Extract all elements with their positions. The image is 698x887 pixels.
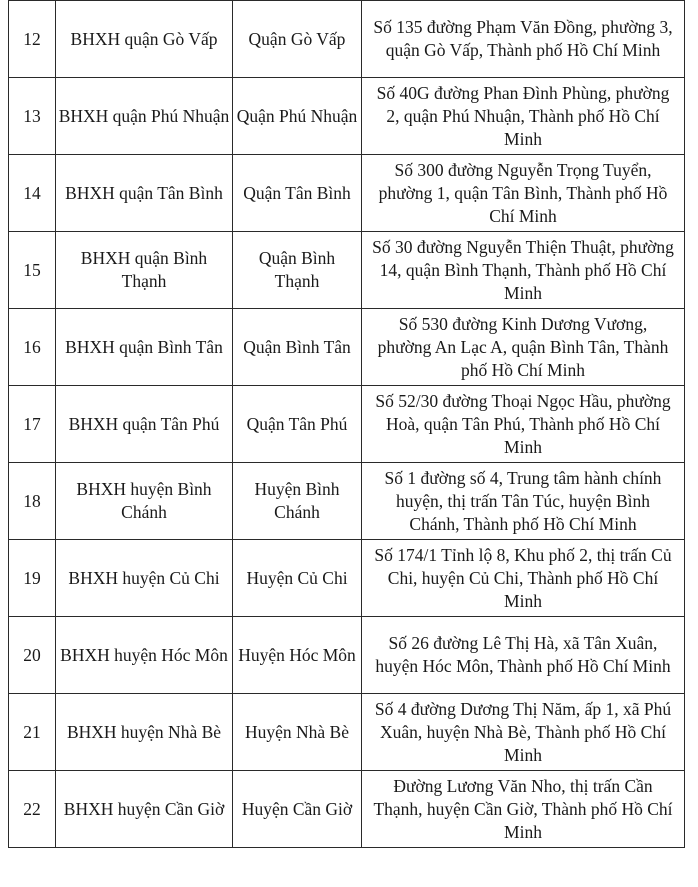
table-row xyxy=(9,540,685,617)
table-row xyxy=(9,155,685,232)
district-name: Huyện Cần Giờ xyxy=(233,771,362,848)
row-number: 15 xyxy=(9,232,56,309)
district-name: Quận Tân Bình xyxy=(233,155,362,232)
row-number: 20 xyxy=(9,617,56,694)
office-name: BHXH quận Gò Vấp xyxy=(56,1,233,78)
office-address: Số 530 đường Kinh Dương Vương, phường An Lạc A, quận Bình Tân, Thành phố Hồ Chí Minh xyxy=(362,309,685,386)
office-address: Số 40G đường Phan Đình Phùng, phường 2, quận Phú Nhuận, Thành phố Hồ Chí Minh xyxy=(362,78,685,155)
office-name: BHXH quận Bình Tân xyxy=(56,309,233,386)
district-name: Quận Tân Phú xyxy=(233,386,362,463)
office-address: Đường Lương Văn Nho, thị trấn Cần Thạnh, huyện Cần Giờ, Thành phố Hồ Chí Minh xyxy=(362,771,685,848)
row-number: 22 xyxy=(9,771,56,848)
table-row xyxy=(9,771,685,848)
district-name: Huyện Củ Chi xyxy=(233,540,362,617)
district-name: Quận Bình Tân xyxy=(233,309,362,386)
office-name: BHXH quận Phú Nhuận xyxy=(56,78,233,155)
district-name: Huyện Bình Chánh xyxy=(233,463,362,540)
row-number: 18 xyxy=(9,463,56,540)
table-row xyxy=(9,617,685,694)
office-name: BHXH huyện Nhà Bè xyxy=(56,694,233,771)
row-number: 14 xyxy=(9,155,56,232)
table-row xyxy=(9,694,685,771)
district-name: Huyện Hóc Môn xyxy=(233,617,362,694)
office-address: Số 4 đường Dương Thị Năm, ấp 1, xã Phú Xuân, huyện Nhà Bè, Thành phố Hồ Chí Minh xyxy=(362,694,685,771)
office-name: BHXH quận Bình Thạnh xyxy=(56,232,233,309)
row-number: 21 xyxy=(9,694,56,771)
district-name: Quận Phú Nhuận xyxy=(233,78,362,155)
office-address: Số 174/1 Tỉnh lộ 8, Khu phố 2, thị trấn Củ Chi, huyện Củ Chi, Thành phố Hồ Chí Minh xyxy=(362,540,685,617)
office-address: Số 52/30 đường Thoại Ngọc Hầu, phường Hoà, quận Tân Phú, Thành phố Hồ Chí Minh xyxy=(362,386,685,463)
office-address: Số 1 đường số 4, Trung tâm hành chính huyện, thị trấn Tân Túc, huyện Bình Chánh, Thành phố Hồ Chí Minh xyxy=(362,463,685,540)
district-name: Huyện Nhà Bè xyxy=(233,694,362,771)
office-name: BHXH huyện Hóc Môn xyxy=(56,617,233,694)
row-number: 19 xyxy=(9,540,56,617)
office-address: Số 26 đường Lê Thị Hà, xã Tân Xuân, huyện Hóc Môn, Thành phố Hồ Chí Minh xyxy=(362,617,685,694)
office-table xyxy=(8,0,685,848)
table-row xyxy=(9,309,685,386)
table-row xyxy=(9,386,685,463)
district-name: Quận Bình Thạnh xyxy=(233,232,362,309)
office-address: Số 30 đường Nguyễn Thiện Thuật, phường 14, quận Bình Thạnh, Thành phố Hồ Chí Minh xyxy=(362,232,685,309)
table-row xyxy=(9,78,685,155)
office-name: BHXH huyện Cần Giờ xyxy=(56,771,233,848)
row-number: 17 xyxy=(9,386,56,463)
row-number: 13 xyxy=(9,78,56,155)
office-address: Số 135 đường Phạm Văn Đồng, phường 3, quận Gò Vấp, Thành phố Hồ Chí Minh xyxy=(362,1,685,78)
office-name: BHXH quận Tân Bình xyxy=(56,155,233,232)
office-name: BHXH huyện Củ Chi xyxy=(56,540,233,617)
office-address: Số 300 đường Nguyễn Trọng Tuyển, phường 1, quận Tân Bình, Thành phố Hồ Chí Minh xyxy=(362,155,685,232)
table-row xyxy=(9,232,685,309)
row-number: 16 xyxy=(9,309,56,386)
table-row xyxy=(9,463,685,540)
office-name: BHXH quận Tân Phú xyxy=(56,386,233,463)
row-number: 12 xyxy=(9,1,56,78)
district-name: Quận Gò Vấp xyxy=(233,1,362,78)
office-name: BHXH huyện Bình Chánh xyxy=(56,463,233,540)
table-row xyxy=(9,1,685,78)
